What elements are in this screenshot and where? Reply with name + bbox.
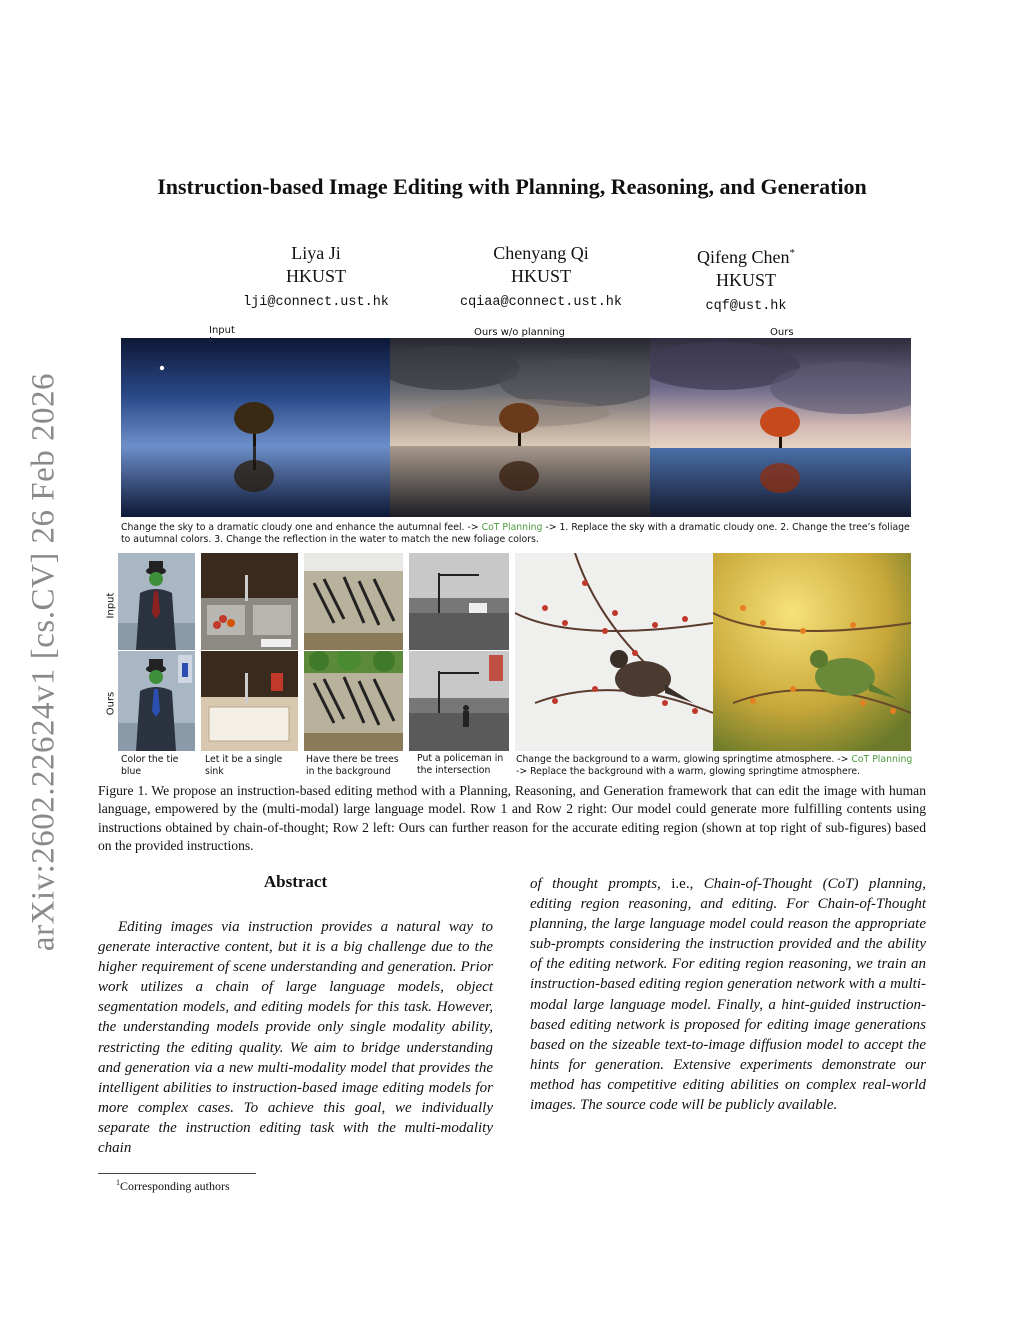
- footnote-text: Corresponding authors: [120, 1179, 230, 1193]
- row-label-input: Input: [105, 592, 117, 619]
- author-name: Chenyang Qi: [493, 243, 589, 263]
- cot-planning-label: CoT Planning: [851, 754, 913, 765]
- input-image-night-tree: [121, 338, 390, 517]
- caption-single-sink: Let it be a single sink: [205, 754, 283, 777]
- row-label-ours: Ours: [105, 691, 117, 716]
- author-2: [431, 242, 651, 310]
- result-ours-autumn-tree: [650, 338, 911, 517]
- author-name: Qifeng Chen*: [697, 247, 795, 267]
- abstract-right-column: [530, 874, 926, 1115]
- input-man-suit: [118, 553, 195, 650]
- input-double-sink: [201, 553, 298, 650]
- author-email: cqf@ust.hk: [705, 299, 787, 314]
- author-affiliation: HKUST: [510, 266, 571, 286]
- abstract-left-column: Editing images via instruction provides a natural way to generate interactive content, but it is a big challenge due to the higher requirement of scene understanding and generation. Prior work utilizes a chain of large language models, object segmentation models, and editing models for this task. However, the understanding models provide only single modality ability, restricting the editing quality. We aim to bridge understanding and generation via a new multi-modality model that provides the intelligent abilities to instruction-based image editing models for more complex cases. To achieve this goal, we individually separate the instruction editing task with the multi-modality chain: [98, 919, 493, 1157]
- caption-trees-background: Have there be trees in the background: [306, 754, 399, 777]
- result-intersection-policeman: [409, 651, 509, 751]
- result-without-planning: [390, 338, 650, 517]
- result-man-blue-tie: [118, 651, 195, 751]
- arxiv-stamp: arXiv:2602.22624v1 [cs.CV] 26 Feb 2026: [25, 372, 62, 952]
- corresponding-marker: *: [789, 247, 795, 259]
- footnote-marker: 1: [116, 1178, 120, 1187]
- abstract-heading: Abstract: [263, 872, 328, 891]
- abstract-right-text: of thought prompts,: [530, 876, 672, 892]
- col-label-no-planning: Ours w/o planning: [474, 327, 565, 338]
- footnote: [116, 1178, 230, 1194]
- author-email: lji@connect.ust.hk: [243, 295, 389, 310]
- cot-planning-label: CoT Planning: [481, 522, 543, 533]
- result-single-sink: [201, 651, 298, 751]
- abstract-ie: i.e.,: [671, 876, 694, 892]
- row1-caption: [121, 522, 911, 545]
- result-bird-spring: [713, 553, 911, 751]
- row1-plan-steps: -> 1. Replace the sky with a dramatic cloudy one. 2. Change the tree’s foliage to autumnal colors. 3. Change the reflection in the water to match the new foliage colors.: [121, 522, 910, 545]
- row1-instruction: Change the sky to a dramatic cloudy one and enhance the autumnal feel. ->: [121, 522, 482, 533]
- result-zebras-trees: [304, 651, 403, 751]
- footnote-rule: [98, 1173, 256, 1174]
- input-bird-winter: [515, 553, 713, 751]
- author-affiliation: HKUST: [715, 270, 776, 290]
- input-intersection: [409, 553, 509, 650]
- col-label-ours: Ours: [770, 327, 794, 338]
- input-zebras: [304, 553, 403, 650]
- caption-policeman: Put a policeman in the intersection: [417, 753, 504, 776]
- author-email: cqiaa@connect.ust.hk: [459, 295, 623, 310]
- springtime-instruction: Change the background to a warm, glowing springtime atmosphere. ->: [516, 754, 852, 765]
- author-1: [206, 242, 426, 310]
- author-name: Liya Ji: [291, 243, 341, 263]
- author-3: [636, 242, 856, 314]
- author-affiliation: HKUST: [285, 266, 346, 286]
- caption-springtime: [516, 754, 916, 777]
- paper-title: Instruction-based Image Editing with Planning, Reasoning, and Generation: [157, 174, 867, 199]
- caption-color-tie: Color the tie blue: [121, 754, 179, 777]
- col-label-input: Input: [209, 325, 235, 336]
- figure-caption: Figure 1. We propose an instruction-based editing method with a Planning, Reasoning, and Generation framework that can edit the image with human language, empowered by the (multi-modal) large language model. Row 1 and Row 2 right: Our model could generate more fulfilling contents using instructions obtained by chain-of-thought; Row 2 left: Ours can further reason for the accurate editing region (shown at top right of sub-figures) based on the provided instructions.: [98, 783, 926, 854]
- abstract-right-text: Chain-of-Thought (CoT) planning, editing region reasoning, and editing. For Chain-of-Thought planning, the large language model could reason the appropriate sub-prompts considering the instruction provided and the ability of the editing network. For editing region reasoning, we train an instruction-based editing region generation network with a multi-modal large language model. Finally, a hint-guided instruction-based editing network is proposed for editing image generations based on the sizeable text-to-image diffusion model to accept the hints for generation. Extensive experiments demonstrate our method has competitive editing abilities on complex real-world images. The source code will be publicly available.: [530, 876, 926, 1114]
- springtime-plan: -> Replace the background with a warm, glowing springtime atmosphere.: [516, 765, 860, 777]
